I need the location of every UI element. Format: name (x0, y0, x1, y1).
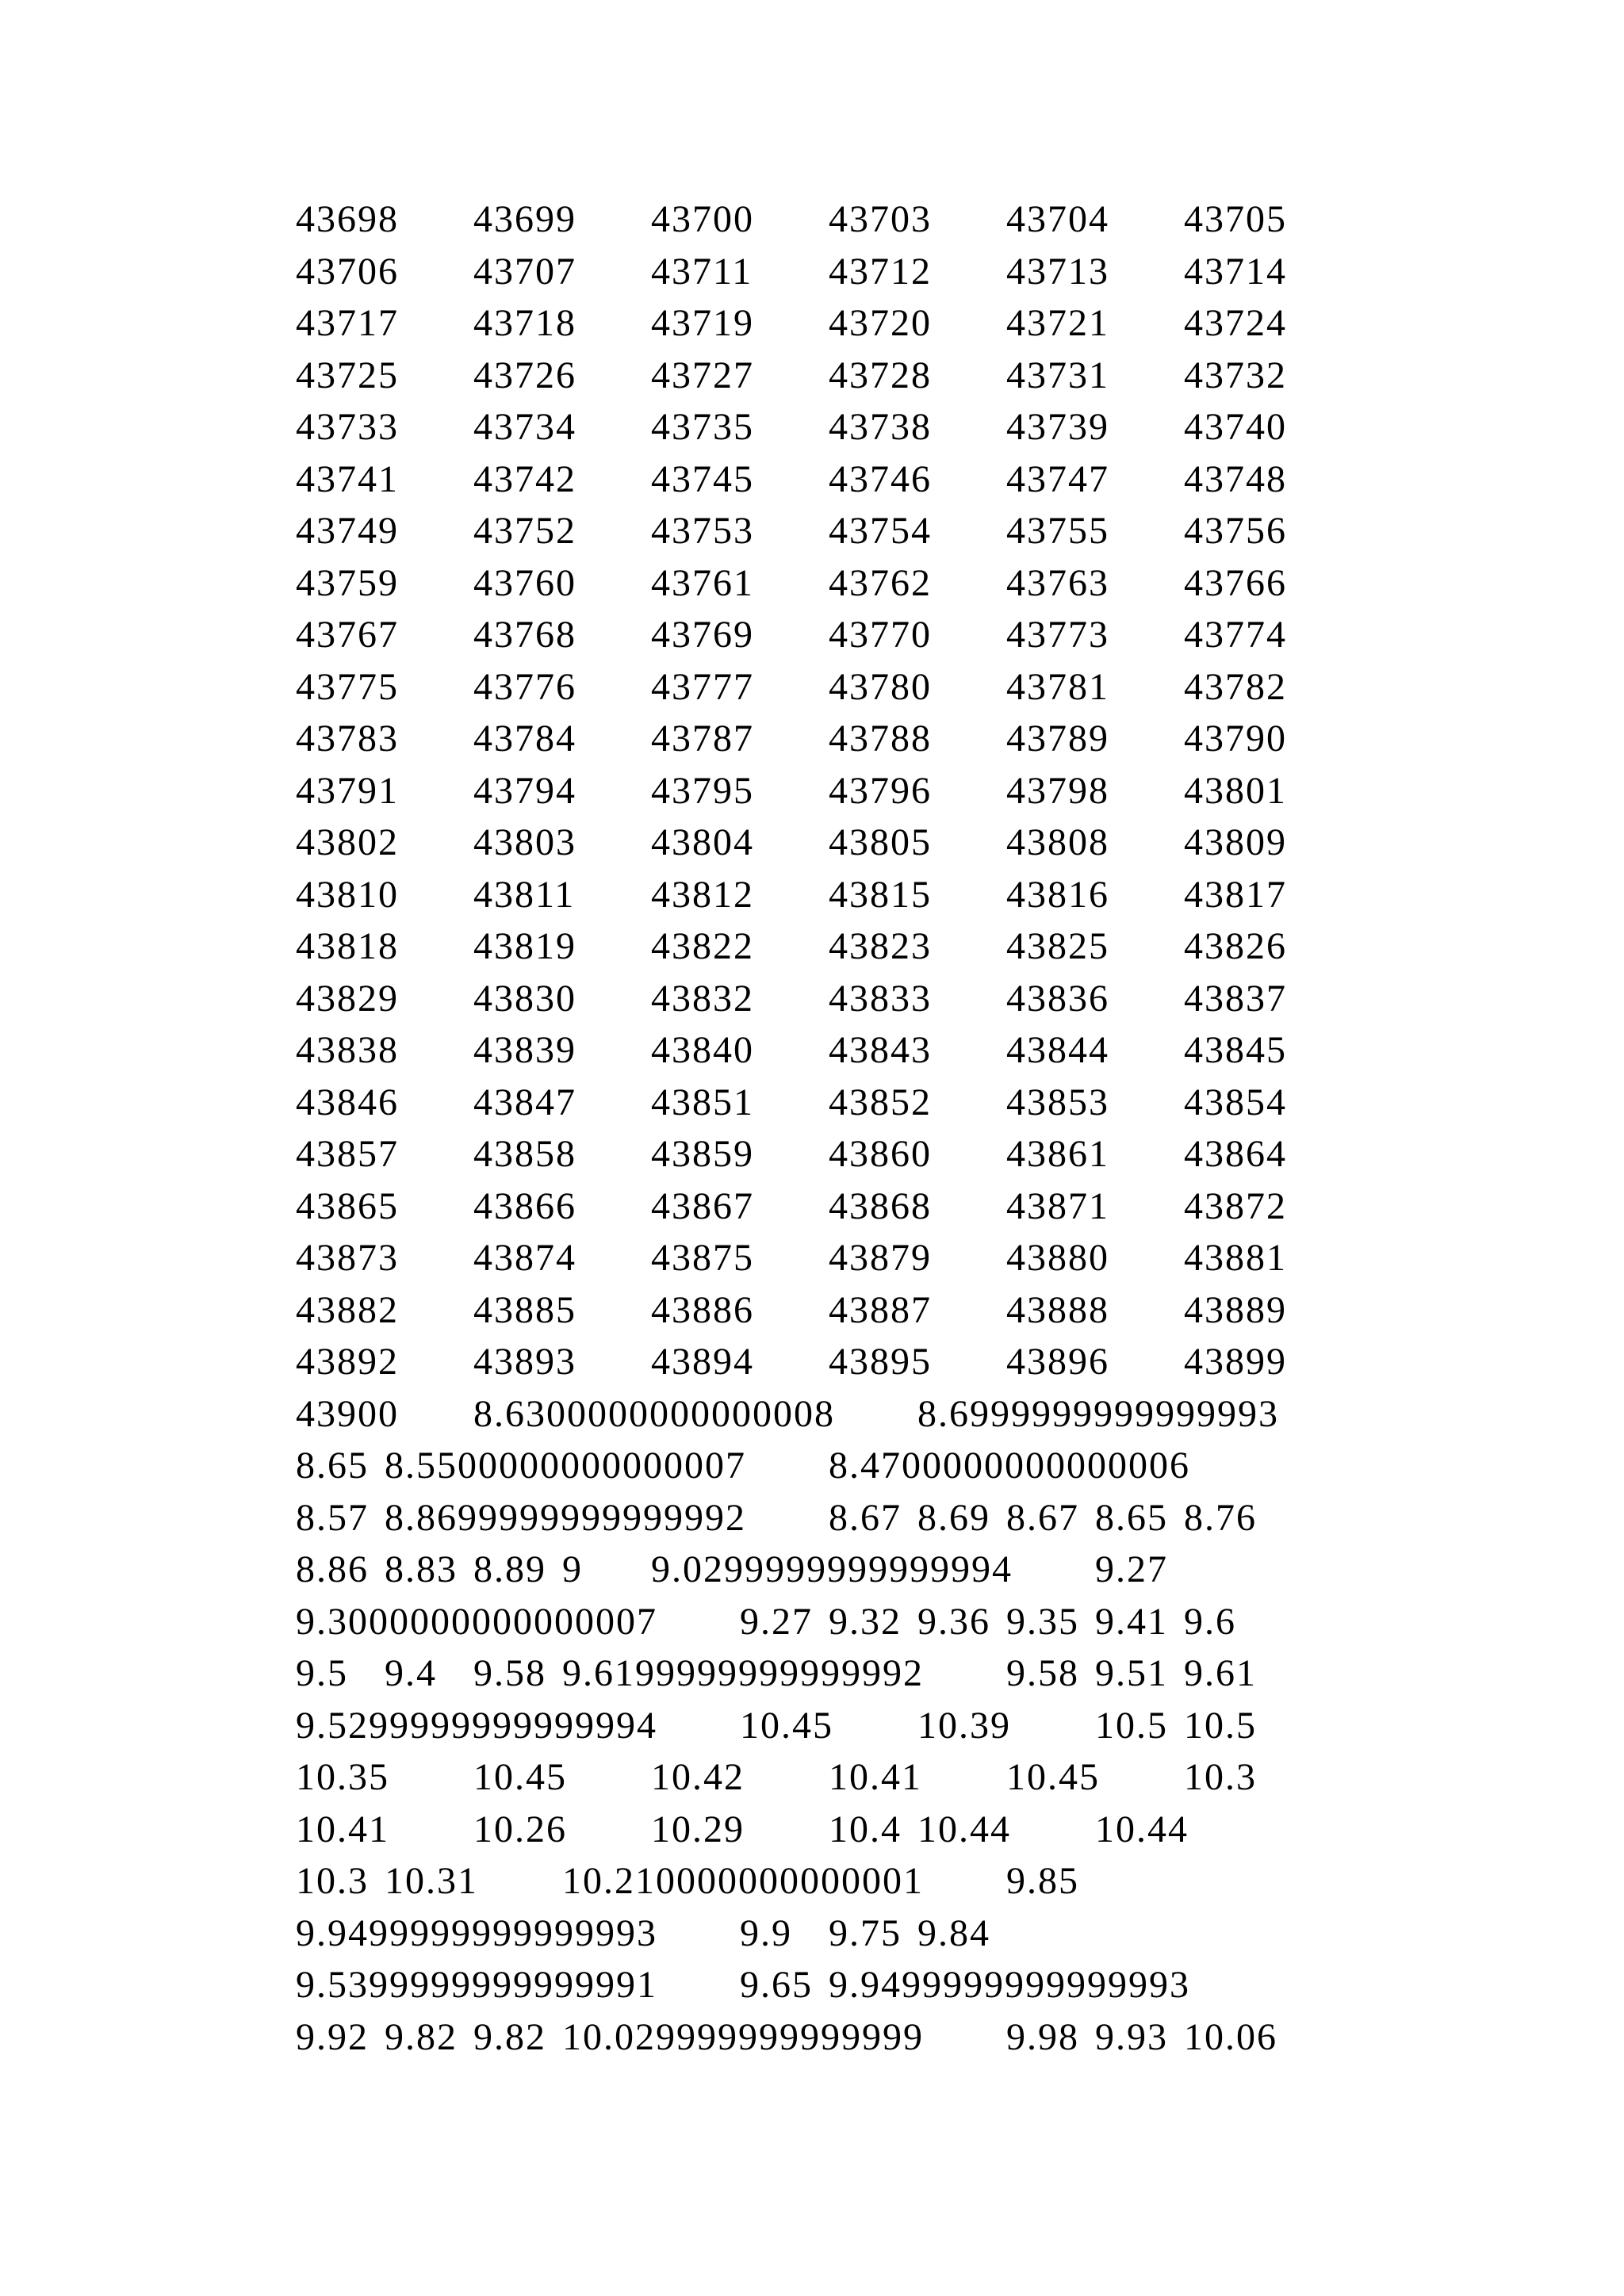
text-line: 43857 43858 43859 43860 43861 43864 (296, 1133, 1287, 1175)
text-line: 43775 43776 43777 43780 43781 43782 (296, 665, 1287, 708)
text-line: 43829 43830 43832 43833 43836 43837 (296, 977, 1287, 1020)
text-line: 43749 43752 43753 43754 43755 43756 (296, 510, 1287, 552)
text-line: 10.3 10.31 10.210000000000001 9.85 (296, 1860, 1079, 1902)
number-listing (296, 193, 1406, 2063)
text-line: 9.3000000000000007 9.27 9.32 9.36 9.35 9.41 9.6 (296, 1600, 1236, 1643)
text-line: 8.86 8.83 8.89 9 9.0299999999999994 9.27 (296, 1548, 1168, 1590)
text-line: 8.65 8.5500000000000007 8.4700000000000006 (296, 1445, 1190, 1487)
text-line: 43783 43784 43787 43788 43789 43790 (296, 718, 1287, 760)
text-line: 43791 43794 43795 43796 43798 43801 (296, 769, 1287, 812)
text-line: 9.9499999999999993 9.9 9.75 9.84 (296, 1911, 990, 1954)
text-line: 43810 43811 43812 43815 43816 43817 (296, 873, 1287, 916)
text-line: 10.41 10.26 10.29 10.4 10.44 10.44 (296, 1808, 1189, 1850)
text-line: 9.5 9.4 9.58 9.6199999999999992 9.58 9.51 9.61 (296, 1652, 1257, 1694)
text-line: 43767 43768 43769 43770 43773 43774 (296, 614, 1287, 656)
text-line: 43717 43718 43719 43720 43721 43724 (296, 302, 1287, 344)
text-line: 9.5299999999999994 10.45 10.39 10.5 10.5 (296, 1704, 1257, 1747)
text-line: 9.92 9.82 9.82 10.029999999999999 9.98 9.93 10.06 (296, 2015, 1277, 2058)
text-line: 43900 8.6300000000000008 8.6999999999999993 (296, 1392, 1279, 1435)
text-line: 43733 43734 43735 43738 43739 43740 (296, 406, 1287, 448)
text-line: 43759 43760 43761 43762 43763 43766 (296, 561, 1287, 604)
text-line: 9.5399999999999991 9.65 9.9499999999999993 (296, 1964, 1190, 2006)
text-line: 43892 43893 43894 43895 43896 43899 (296, 1341, 1287, 1383)
text-line: 43725 43726 43727 43728 43731 43732 (296, 354, 1287, 396)
text-line: 43838 43839 43840 43843 43844 43845 (296, 1029, 1287, 1071)
text-line: 43802 43803 43804 43805 43808 43809 (296, 821, 1287, 863)
text-line: 43865 43866 43867 43868 43871 43872 (296, 1184, 1287, 1227)
text-line: 43846 43847 43851 43852 43853 43854 (296, 1081, 1287, 1123)
text-line: 43706 43707 43711 43712 43713 43714 (296, 250, 1287, 293)
text-line: 10.35 10.45 10.42 10.41 10.45 10.3 (296, 1756, 1257, 1798)
text-line: 43698 43699 43700 43703 43704 43705 (296, 198, 1287, 240)
text-line: 43882 43885 43886 43887 43888 43889 (296, 1288, 1287, 1331)
text-line: 43873 43874 43875 43879 43880 43881 (296, 1237, 1287, 1279)
text-line: 8.57 8.8699999999999992 8.67 8.69 8.67 8.65 8.76 (296, 1496, 1257, 1539)
text-line: 43818 43819 43822 43823 43825 43826 (296, 925, 1287, 967)
text-line: 43741 43742 43745 43746 43747 43748 (296, 457, 1287, 500)
